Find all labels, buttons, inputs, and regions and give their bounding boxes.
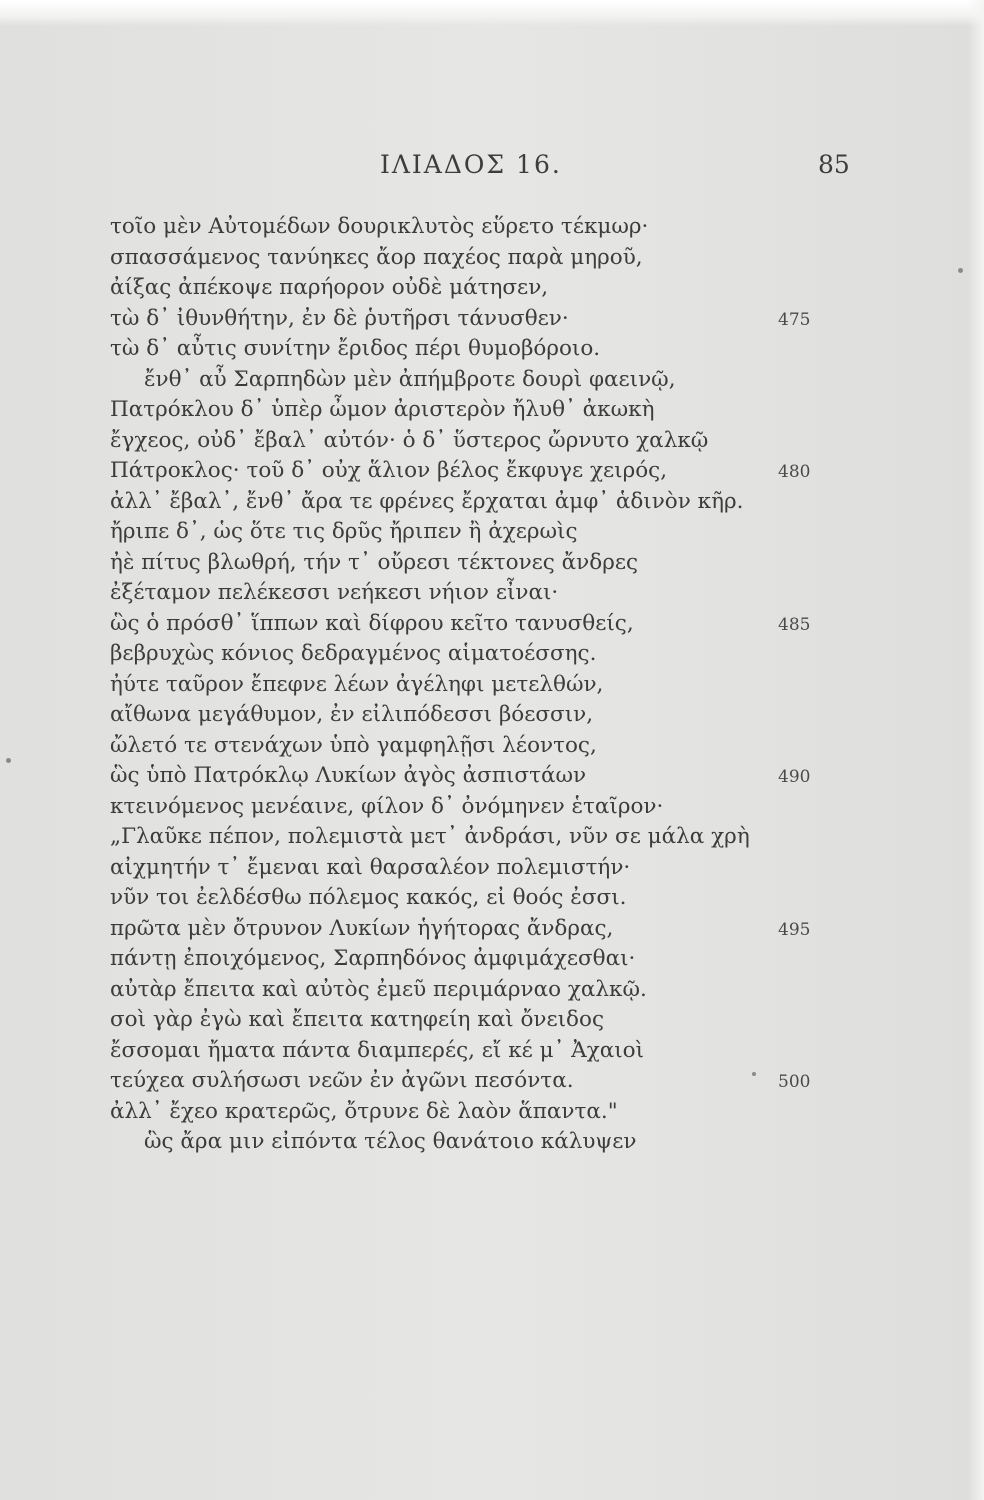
verse-block: [110, 212, 970, 1158]
verse-text: ἀλλ᾽ ἔβαλ᾽, ἔνθ᾽ ἄρα τε φρένες ἔρχαται ἀμφ᾽ ἁδινὸν κῆρ.: [110, 488, 744, 514]
verse-line: [110, 883, 970, 914]
verse-text: ἤριπε δ᾽, ὡς ὅτε τις δρῦς ἤριπεν ἢ ἀχερωὶς: [110, 519, 578, 544]
verse-text: ἀίξας ἀπέκοψε παρήορον οὐδὲ μάτησεν,: [110, 275, 549, 300]
line-number: 475: [778, 309, 811, 330]
verse-line: [110, 395, 970, 426]
verse-line: [110, 304, 970, 335]
verse-line: [110, 670, 970, 701]
running-title: ΙΛΙΑΔΟΣ 16.: [380, 150, 562, 179]
verse-text: ὣς ἄρα μιν εἰπόντα τέλος θανάτοιο κάλυψεν: [144, 1129, 637, 1154]
verse-text: ὣς ὁ πρόσθ᾽ ἵππων καὶ δίφρου κεῖτο τανυσθείς,: [110, 610, 634, 636]
verse-text: αὐτὰρ ἔπειτα καὶ αὐτὸς ἐμεῦ περιμάρναο χαλκῷ.: [110, 976, 647, 1002]
verse-line: [110, 822, 970, 853]
verse-text: τὼ δ᾽ ἰθυνθήτην, ἐν δὲ ῥυτῆρσι τάνυσθεν·: [110, 305, 569, 331]
verse-text: ἐξέταμον πελέκεσσι νεήκεσι νήιον εἶναι·: [110, 580, 559, 605]
verse-text: κτεινόμενος μενέαινε, φίλον δ᾽ ὀνόμηνεν ἑταῖρον·: [110, 793, 664, 819]
verse-line: [110, 1005, 970, 1036]
paper-speck: [752, 1072, 756, 1076]
page-right-edge: [968, 0, 984, 1500]
line-number: 495: [778, 919, 811, 940]
verse-line: [110, 517, 970, 548]
verse-text: ἠὲ πίτυς βλωθρή, τήν τ᾽ οὔρεσι τέκτονες ἄνδρες: [110, 549, 639, 575]
verse-line: [110, 761, 970, 792]
verse-text: ἔνθ᾽ αὖ Σαρπηδὼν μὲν ἀπήμβροτε δουρὶ φαεινῷ,: [144, 366, 676, 392]
verse-text: βεβρυχὼς κόνιος δεδραγμένος αἱματοέσσης.: [110, 641, 597, 666]
verse-line: [110, 853, 970, 884]
verse-line: [110, 1066, 970, 1097]
verse-line: [110, 243, 970, 274]
verse-text: ὤλετό τε στενάχων ὑπὸ γαμφηλῇσι λέοντος,: [110, 732, 597, 758]
verse-line: [110, 975, 970, 1006]
verse-line: [110, 1097, 970, 1128]
line-number: 485: [778, 614, 811, 635]
verse-text: „Γλαῦκε πέπον, πολεμιστὰ μετ᾽ ἀνδράσι, νῦν σε μάλα χρὴ: [110, 824, 750, 849]
verse-line: [110, 639, 970, 670]
verse-text: τεύχεα συλήσωσι νεῶν ἐν ἀγῶνι πεσόντα.: [110, 1068, 574, 1093]
verse-line: [110, 212, 970, 243]
verse-line: [110, 731, 970, 762]
paper-speck: [6, 758, 11, 763]
verse-line: [110, 578, 970, 609]
verse-text: τοῖο μὲν Αὐτομέδων δουρικλυτὸς εὕρετο τέκμωρ·: [110, 214, 649, 239]
page-header: [0, 150, 984, 190]
verse-line: [110, 609, 970, 640]
verse-line: [110, 548, 970, 579]
verse-text: ὣς ὑπὸ Πατρόκλῳ Λυκίων ἀγὸς ἀσπιστάων: [110, 763, 587, 788]
verse-text: πρῶτα μὲν ὄτρυνον Λυκίων ἡγήτορας ἄνδρας,: [110, 915, 614, 941]
verse-line: [110, 426, 970, 457]
verse-line: [110, 456, 970, 487]
verse-text: Πάτροκλος· τοῦ δ᾽ οὐχ ἅλιον βέλος ἔκφυγε χειρός,: [110, 458, 668, 483]
verse-text: σπασσάμενος τανύηκες ἄορ παχέος παρὰ μηροῦ,: [110, 244, 643, 270]
verse-line: [110, 1127, 970, 1158]
verse-line: [110, 944, 970, 975]
line-number: 480: [778, 462, 811, 482]
verse-line: [110, 334, 970, 365]
verse-text: ἀλλ᾽ ἔχεο κρατερῶς, ὄτρυνε δὲ λαὸν ἅπαντα.": [110, 1098, 618, 1124]
verse-text: τὼ δ᾽ αὖτις συνίτην ἔριδος πέρι θυμοβόροιο.: [110, 336, 601, 361]
verse-line: [110, 273, 970, 304]
verse-line: [110, 792, 970, 823]
paper-speck: [958, 268, 963, 273]
verse-text: σοὶ γὰρ ἐγὼ καὶ ἔπειτα κατηφείη καὶ ὄνειδος: [110, 1007, 604, 1032]
verse-text: αἰχμητήν τ᾽ ἔμεναι καὶ θαρσαλέον πολεμιστήν·: [110, 854, 631, 880]
verse-text: αἴθωνα μεγάθυμον, ἐν εἰλιπόδεσσι βόεσσιν,: [110, 702, 594, 727]
verse-line: [110, 700, 970, 731]
verse-text: ἔσσομαι ἤματα πάντα διαμπερές, εἴ κέ μ᾽ Ἀχαιοὶ: [110, 1037, 645, 1063]
verse-text: ἠύτε ταῦρον ἔπεφνε λέων ἀγέληφι μετελθών,: [110, 671, 604, 697]
verse-line: [110, 365, 970, 396]
verse-line: [110, 1036, 970, 1067]
line-number: 490: [778, 767, 811, 787]
verse-text: πάντῃ ἐποιχόμενος, Σαρπηδόνος ἀμφιμάχεσθαι·: [110, 946, 636, 971]
page-top-edge: [0, 0, 984, 26]
verse-line: [110, 487, 970, 518]
line-number: 500: [778, 1072, 811, 1092]
verse-text: νῦν τοι ἐελδέσθω πόλεμος κακός, εἰ θοός ἐσσι.: [110, 885, 627, 910]
verse-text: Πατρόκλου δ᾽ ὑπὲρ ὦμον ἀριστερὸν ἤλυθ᾽ ἀκωκὴ: [110, 397, 655, 422]
page-number: 85: [818, 150, 850, 179]
verse-line: [110, 914, 970, 945]
verse-text: ἔγχεος, οὐδ᾽ ἔβαλ᾽ αὐτόν· ὁ δ᾽ ὕστερος ὤρνυτο χαλκῷ: [110, 427, 709, 453]
